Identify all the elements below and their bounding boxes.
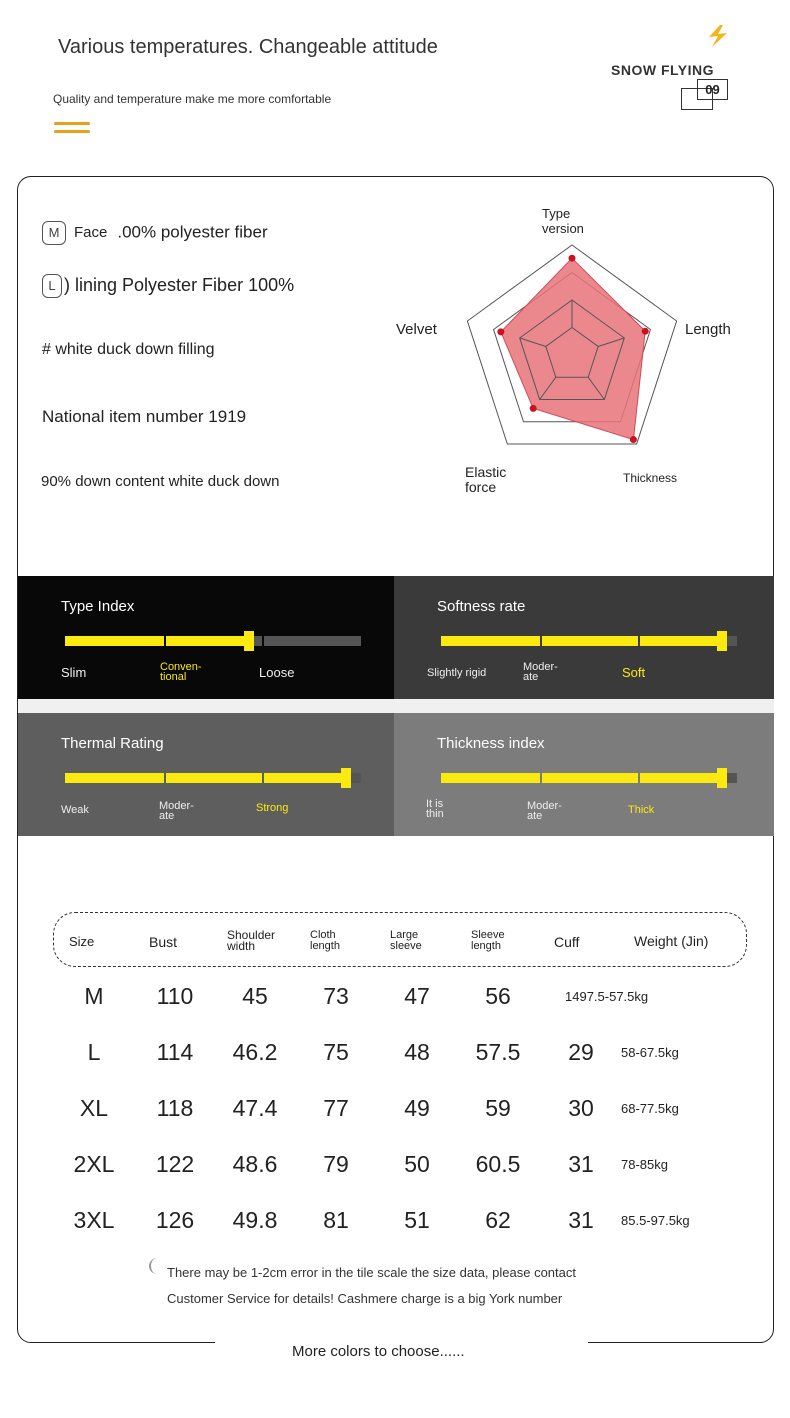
thermal-rating-panel bbox=[18, 713, 394, 836]
index-label: It is thin bbox=[426, 798, 444, 820]
radar-point bbox=[642, 328, 649, 335]
index-label: Thick bbox=[628, 804, 655, 816]
table-cell: M bbox=[84, 983, 104, 1009]
radar-point bbox=[569, 255, 576, 262]
table-header-cell: Large sleeve bbox=[390, 929, 422, 952]
table-cell: 79 bbox=[323, 1151, 349, 1177]
table-cell: 118 bbox=[156, 1095, 194, 1121]
table-cell: 50 bbox=[404, 1151, 430, 1177]
panel-divider bbox=[18, 699, 774, 713]
page-title: Various temperatures. Changeable attitude bbox=[58, 36, 438, 58]
page-subtitle: Quality and temperature make me more comfortable bbox=[53, 92, 332, 106]
index-label: Loose bbox=[259, 665, 295, 680]
size-note-line1: There may be 1-2cm error in the tile scale the size data, please contact bbox=[167, 1265, 576, 1280]
type-index-panel bbox=[18, 576, 394, 699]
table-cell: 77 bbox=[323, 1095, 349, 1121]
index-bar bbox=[441, 773, 737, 783]
index-bar-segment bbox=[441, 773, 540, 783]
table-header-cell: Bust bbox=[149, 934, 178, 950]
index-label: Moder- ate bbox=[523, 661, 558, 683]
brand-number: 09 bbox=[697, 79, 728, 100]
index-bar bbox=[441, 636, 737, 646]
index-bar-segment bbox=[542, 636, 639, 646]
radar-chart bbox=[440, 235, 710, 475]
more-colors-text: More colors to choose...... bbox=[292, 1343, 465, 1360]
radar-point bbox=[497, 328, 504, 335]
index-bar-segment bbox=[65, 636, 164, 646]
radar-label-thickness: Thickness bbox=[623, 471, 678, 485]
table-header-cell: Sleeve length bbox=[471, 929, 505, 952]
radar-area bbox=[501, 258, 645, 439]
table-cell: 30 bbox=[568, 1095, 594, 1121]
table-cell: 47 bbox=[404, 983, 430, 1009]
radar-label-type-version: Type version bbox=[542, 206, 584, 236]
table-cell: 122 bbox=[155, 1151, 195, 1177]
radar-label-length: Length bbox=[685, 321, 731, 338]
table-cell: 114 bbox=[156, 1039, 194, 1065]
menu-icon[interactable] bbox=[54, 122, 90, 138]
index-label: Strong bbox=[256, 802, 289, 814]
index-level-marker bbox=[717, 768, 727, 788]
table-header-cell: Shoulder width bbox=[227, 928, 276, 953]
index-label: Moder- ate bbox=[527, 800, 562, 822]
index-label: Conven- tional bbox=[160, 661, 202, 683]
radar-point bbox=[630, 436, 637, 443]
softness-rate-panel bbox=[394, 576, 774, 699]
spec-filling: # white duck down filling bbox=[42, 341, 215, 358]
radar-label-velvet: Velvet bbox=[396, 321, 437, 338]
table-cell: 58-67.5kg bbox=[621, 1045, 679, 1060]
table-cell: 59 bbox=[485, 1095, 511, 1121]
index-bar-segment bbox=[441, 636, 540, 646]
table-cell: 49.8 bbox=[232, 1207, 278, 1233]
table-header-cell: Cuff bbox=[554, 934, 580, 950]
lining-text: ) lining Polyester Fiber 100% bbox=[64, 274, 295, 295]
table-header-cell: Cloth length bbox=[310, 929, 340, 952]
index-label: Slim bbox=[61, 665, 87, 680]
table-cell: L bbox=[87, 1039, 101, 1065]
radar-label-elastic-force: Elastic force bbox=[465, 464, 507, 495]
thickness-index-panel bbox=[394, 713, 774, 836]
table-cell: XL bbox=[79, 1095, 109, 1121]
spec-item-number: National item number 1919 bbox=[42, 407, 247, 426]
table-cell: 78-85kg bbox=[621, 1157, 668, 1172]
lining-icon: L bbox=[42, 274, 62, 298]
table-cell: 62 bbox=[485, 1207, 511, 1233]
table-cell: 47.4 bbox=[232, 1095, 278, 1121]
spec-lining bbox=[42, 274, 294, 298]
table-cell: 3XL bbox=[73, 1207, 115, 1233]
table-cell: 85.5-97.5kg bbox=[621, 1213, 690, 1228]
index-bar-segment bbox=[542, 773, 639, 783]
table-cell: 51 bbox=[404, 1207, 430, 1233]
index-label: Moder- ate bbox=[159, 800, 194, 822]
table-cell: 46.2 bbox=[232, 1039, 278, 1065]
index-label: Slightly rigid bbox=[427, 667, 487, 679]
brand-logo bbox=[600, 22, 740, 114]
index-label: Weak bbox=[61, 804, 89, 816]
table-cell: 2XL bbox=[73, 1151, 115, 1177]
face-icon: M bbox=[42, 221, 66, 245]
face-value: .00% polyester fiber bbox=[117, 222, 268, 242]
table-cell: 45 bbox=[242, 983, 268, 1009]
radar-point bbox=[530, 405, 537, 412]
table-cell: 29 bbox=[568, 1039, 594, 1065]
moon-icon bbox=[148, 1258, 160, 1274]
size-note-line2: Customer Service for details! Cashmere charge is a big York number bbox=[167, 1291, 563, 1306]
table-cell: 48.6 bbox=[232, 1151, 278, 1177]
index-level-marker bbox=[341, 768, 351, 788]
index-bar-segment bbox=[65, 773, 164, 783]
spec-face bbox=[42, 221, 268, 245]
table-cell: 48 bbox=[404, 1039, 430, 1065]
index-bar-segment bbox=[264, 636, 361, 646]
table-header-cell: Weight (Jin) bbox=[634, 933, 709, 949]
table-cell: 49 bbox=[404, 1095, 430, 1121]
spec-down-content: 90% down content white duck down bbox=[41, 473, 280, 490]
table-cell: 56 bbox=[485, 983, 511, 1009]
table-cell: 75 bbox=[323, 1039, 349, 1065]
table-cell: 31 bbox=[568, 1151, 594, 1177]
table-cell: 126 bbox=[155, 1207, 195, 1233]
table-cell: 81 bbox=[323, 1207, 349, 1233]
index-title: Thickness index bbox=[437, 735, 545, 752]
index-level-marker bbox=[244, 631, 254, 651]
index-bar bbox=[65, 773, 361, 783]
table-cell: 1497.5-57.5kg bbox=[565, 989, 649, 1004]
index-bar bbox=[65, 636, 361, 646]
table-cell: 60.5 bbox=[475, 1151, 521, 1177]
index-level-marker bbox=[717, 631, 727, 651]
table-cell: 57.5 bbox=[475, 1039, 521, 1065]
table-header-cell: Size bbox=[69, 934, 95, 949]
table-cell: 31 bbox=[568, 1207, 594, 1233]
lightning-icon bbox=[706, 24, 730, 48]
index-title: Type Index bbox=[61, 598, 135, 615]
table-cell: 68-77.5kg bbox=[621, 1101, 679, 1116]
face-label: Face bbox=[74, 224, 108, 242]
brand-name: SNOW FLYING bbox=[611, 62, 714, 78]
index-title: Thermal Rating bbox=[61, 735, 164, 752]
index-title: Softness rate bbox=[437, 598, 526, 615]
size-note bbox=[167, 1260, 576, 1312]
index-bar-segment bbox=[166, 773, 263, 783]
table-cell: 110 bbox=[156, 983, 194, 1009]
index-label: Soft bbox=[622, 665, 646, 680]
table-cell: 73 bbox=[323, 983, 349, 1009]
